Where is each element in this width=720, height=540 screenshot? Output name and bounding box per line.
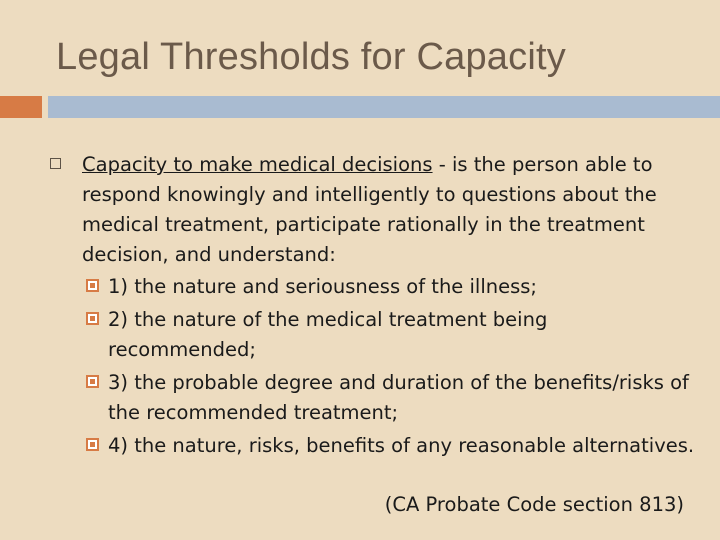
- orange-square-bullet-icon: [86, 375, 99, 388]
- slide-title: Legal Thresholds for Capacity: [56, 36, 566, 78]
- orange-square-bullet-icon: [86, 312, 99, 325]
- citation: (CA Probate Code section 813): [384, 493, 684, 516]
- main-text: - is the person able to respond knowingly and intelligently to questions about the medical treatment, participate rationally in the treatment decision, and understand:: [82, 153, 657, 266]
- sub-item-text: 3) the probable degree and duration of the benefits/risks of the recommended treatment;: [108, 371, 689, 424]
- main-bullet-item: [50, 150, 700, 270]
- sub-bullet-item: [50, 431, 700, 461]
- main-term: Capacity to make medical decisions: [82, 153, 433, 176]
- sub-bullet-item: [50, 305, 700, 365]
- sub-bullet-item: [50, 368, 700, 428]
- sub-item-text: 1) the nature and seriousness of the illness;: [108, 275, 537, 298]
- accent-bar-orange: [0, 96, 42, 118]
- sub-bullet-item: [50, 272, 700, 302]
- orange-square-bullet-icon: [86, 279, 99, 292]
- sub-bullet-list: [50, 272, 700, 461]
- square-bullet-icon: [50, 158, 61, 169]
- slide-content: [50, 150, 700, 464]
- orange-square-bullet-icon: [86, 438, 99, 451]
- sub-item-text: 2) the nature of the medical treatment being recommended;: [108, 308, 548, 361]
- accent-bar-blue: [48, 96, 720, 118]
- sub-item-text: 4) the nature, risks, benefits of any reasonable alternatives.: [108, 434, 695, 457]
